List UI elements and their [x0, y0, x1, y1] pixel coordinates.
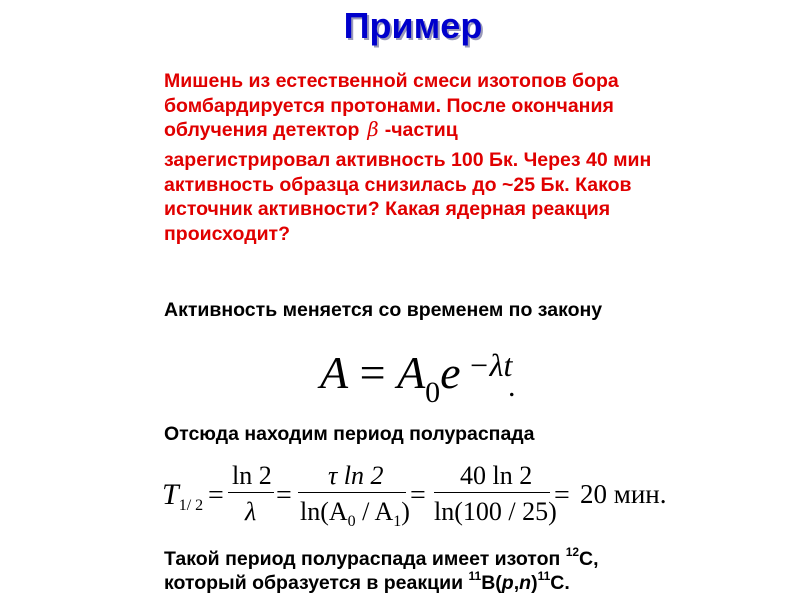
- problem-statement-part2: зарегистрировал активность 100 Бк. Через 40 мин активность образца снизилась до ~25 Бк. Каков источник активности? Какая ядерная реакция происходит?: [164, 149, 652, 245]
- conclusion-text-2: С,: [579, 548, 599, 570]
- formula2-eq3: =: [410, 480, 426, 511]
- formula2-den2-sub0: 0: [347, 513, 356, 530]
- formula2-den2-a: ln(A: [300, 497, 348, 526]
- formula-activity: A: [320, 347, 349, 398]
- conclusion-text: [164, 547, 599, 595]
- conclusion-text-4: B(: [481, 572, 502, 594]
- conclusion-comma: ,: [513, 572, 520, 594]
- formula2-num1: ln 2: [232, 461, 272, 490]
- conclusion-line-1: [164, 547, 599, 571]
- conclusion-neutron: n: [519, 572, 532, 594]
- problem-statement-part1: [164, 69, 684, 143]
- conclusion-text-5: ): [531, 572, 538, 594]
- formula2-result: 20 мин.: [580, 479, 667, 509]
- conclusion-text-6: С.: [550, 572, 570, 594]
- conclusion-text-1: Такой период полураспада имеет изотоп: [164, 548, 566, 570]
- law-text: Активность меняется со временем по закону: [164, 299, 603, 321]
- half-life-text: Отсюда находим период полураспада: [164, 423, 535, 445]
- formula2-eq2: =: [276, 480, 292, 511]
- formula-equals: =: [359, 347, 386, 398]
- formula2-den2-sub1: 1: [393, 513, 402, 530]
- formula-exponent: −λt: [468, 347, 513, 383]
- conclusion-line-2: [164, 571, 599, 595]
- page-title: Пример: [343, 5, 483, 46]
- formula2-eq4: =: [554, 480, 570, 511]
- problem-text-1: Мишень из естественной смеси изотопов бора бомбардируется протонами. После окончания облучения детектор: [164, 70, 619, 141]
- formula2-T: T: [162, 478, 179, 511]
- mass-number-12: 12: [565, 545, 580, 559]
- mass-number-11-a: 11: [468, 569, 482, 583]
- conclusion-proton: p: [501, 572, 514, 594]
- formula2-den3: ln(100 / 25): [434, 497, 557, 526]
- beta-symbol: β: [367, 118, 379, 141]
- formula2-den2-mid: / A: [355, 497, 394, 526]
- formula2-den2-end: ): [401, 497, 410, 526]
- formula-exp-base: e: [440, 347, 461, 398]
- formula2-den2: [300, 497, 410, 530]
- formula2-fraction-line-2: [298, 492, 406, 493]
- conclusion-text-3: который образуется в реакции: [164, 572, 469, 594]
- formula2-fraction-line-3: [434, 492, 550, 493]
- mass-number-11-b: 11: [537, 569, 551, 583]
- decay-law-formula: [320, 343, 516, 409]
- problem-text-1-end: -частиц: [384, 119, 458, 141]
- formula2-num2: τ ln 2: [328, 461, 384, 490]
- formula-dot: .: [508, 370, 516, 403]
- formula-initial-activity: A: [397, 347, 426, 398]
- formula2-eq1: =: [208, 480, 224, 511]
- formula2-fraction-line-1: [228, 492, 274, 493]
- formula2-num3: 40 ln 2: [460, 461, 533, 490]
- formula2-den1: λ: [245, 497, 257, 526]
- formula2-T-sub: 1/ 2: [178, 497, 204, 514]
- formula-subscript-0: 0: [425, 376, 441, 409]
